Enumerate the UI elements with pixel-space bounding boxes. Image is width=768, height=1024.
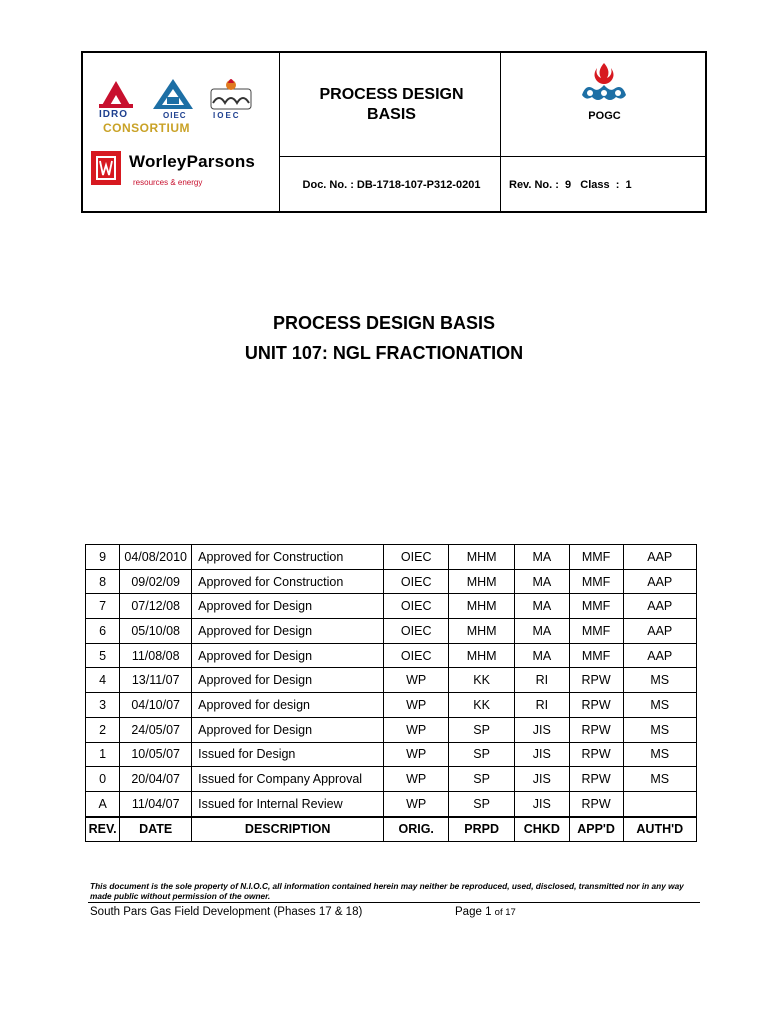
revision-column-header: PRPD [449,817,515,842]
revision-cell: RPW [569,791,623,816]
revision-cell: 9 [86,545,120,570]
revision-row [86,791,697,816]
revision-cell: WP [384,668,449,693]
revision-cell: MA [515,643,570,668]
revision-cell: WP [384,742,449,767]
revision-cell: RPW [569,668,623,693]
header-title [281,53,502,156]
revision-cell: Issued for Internal Review [192,791,384,816]
revision-cell: 09/02/09 [120,569,192,594]
revision-column-header: AUTH'D [623,817,696,842]
revision-cell: MHM [449,569,515,594]
revision-cell: AAP [623,545,696,570]
revision-cell: 2 [86,717,120,742]
footer-page-number [455,906,516,918]
revision-header-row [86,817,697,842]
revision-cell: KK [449,693,515,718]
revision-cell: 8 [86,569,120,594]
page-current: 1 [485,906,492,918]
revision-cell: MS [623,717,696,742]
revision-cell: RI [515,693,570,718]
revision-cell: AAP [623,643,696,668]
revision-cell: MS [623,767,696,792]
revision-cell: RI [515,668,570,693]
revision-cell: RPW [569,742,623,767]
disclaimer-text: This document is the sole property of N.I.O.C, all information contained herein may neither be reproduced, used, disclosed, transmitted nor in any way made public without permission of the owner. [90,881,684,901]
revision-cell: AAP [623,594,696,619]
revision-cell: Approved for Design [192,717,384,742]
revision-cell: 04/10/07 [120,693,192,718]
revision-cell: 6 [86,619,120,644]
footer-project: South Pars Gas Field Development (Phases 17 & 18) [90,906,363,918]
revision-cell: WP [384,717,449,742]
revision-cell: SP [449,717,515,742]
revision-cell: 11/08/08 [120,643,192,668]
document-subtitle: UNIT 107: NGL FRACTIONATION [244,343,524,363]
revision-cell: MHM [449,545,515,570]
revision-column-header: REV. [86,817,120,842]
revision-cell: Approved for Construction [192,569,384,594]
header-title-line1: PROCESS DESIGN [319,85,464,103]
revision-cell: SP [449,742,515,767]
revision-cell: MMF [569,643,623,668]
revision-cell: MA [515,569,570,594]
revision-cell: KK [449,668,515,693]
revision-cell: MA [515,594,570,619]
revision-cell: OIEC [384,643,449,668]
revision-cell: WP [384,767,449,792]
revision-cell: Approved for Construction [192,545,384,570]
revision-cell: 1 [86,742,120,767]
document-number: Doc. No. : DB-1718-107-P312-0201 [302,179,481,191]
revision-row [86,717,697,742]
revision-cell: MMF [569,594,623,619]
revision-row [86,619,697,644]
revision-cell: RPW [569,717,623,742]
revision-cell: JIS [515,742,570,767]
revision-row [86,742,697,767]
worleyparsons-tagline: resources & energy [133,178,203,187]
revision-cell: MA [515,545,570,570]
pogc-label: POGC [588,110,621,122]
revision-column-header: ORIG. [384,817,449,842]
revision-cell: MHM [449,643,515,668]
revision-cell: JIS [515,717,570,742]
revision-cell: OIEC [384,619,449,644]
revision-cell: 10/05/07 [120,742,192,767]
revision-cell: MS [623,742,696,767]
revision-cell: Issued for Design [192,742,384,767]
revision-cell: 05/10/08 [120,619,192,644]
revision-cell: MHM [449,619,515,644]
revision-column-header: DATE [120,817,192,842]
revision-cell: SP [449,767,515,792]
revision-cell: OIEC [384,569,449,594]
revision-cell: Approved for design [192,693,384,718]
revision-cell: 07/12/08 [120,594,192,619]
pogc-flame-icon [574,59,634,109]
revision-cell: Approved for Design [192,668,384,693]
revision-cell: MS [623,693,696,718]
revision-cell: 24/05/07 [120,717,192,742]
revision-cell: 4 [86,668,120,693]
worleyparsons-name: WorleyParsons [129,152,256,171]
idro-logo-text: IDRO [99,109,128,120]
worleyparsons-emblem-icon [91,151,121,185]
revision-cell: SP [449,791,515,816]
document-header [81,51,707,213]
pogc-logo [502,53,707,156]
ioec-logo-text: IOEC [213,111,241,120]
revision-cell: A [86,791,120,816]
revision-row [86,767,697,792]
oiec-logo-text: OIEC [163,111,187,120]
revision-cell: AAP [623,569,696,594]
revision-cell: 0 [86,767,120,792]
revision-row [86,569,697,594]
revision-cell: MHM [449,594,515,619]
revision-cell: MMF [569,619,623,644]
page-total: of 17 [494,907,516,918]
revision-row [86,594,697,619]
document-title: PROCESS DESIGN BASIS [272,313,496,333]
footer-divider [88,902,700,903]
revision-cell: WP [384,693,449,718]
revision-cell: 11/04/07 [120,791,192,816]
revision-cell: 04/08/2010 [120,545,192,570]
page-label: Page [455,906,482,918]
revision-cell [623,791,696,816]
revision-cell: AAP [623,619,696,644]
revision-cell: 5 [86,643,120,668]
revision-cell: Approved for Design [192,594,384,619]
revision-cell: 13/11/07 [120,668,192,693]
revision-class: Rev. No. : 9 Class : 1 [509,179,632,191]
revision-table [85,544,697,842]
revision-row [86,545,697,570]
consortium-label: CONSORTIUM [103,121,190,135]
header-title-line2: BASIS [367,105,416,123]
revision-cell: RPW [569,767,623,792]
revision-cell: MA [515,619,570,644]
consortium-logo [91,71,261,141]
revision-cell: Approved for Design [192,643,384,668]
revision-cell: 20/04/07 [120,767,192,792]
revision-cell: 7 [86,594,120,619]
revision-column-header: DESCRIPTION [192,817,384,842]
revision-cell: JIS [515,767,570,792]
revision-cell: JIS [515,791,570,816]
revision-row [86,668,697,693]
revision-cell: MS [623,668,696,693]
revision-column-header: APP'D [569,817,623,842]
revision-column-header: CHKD [515,817,570,842]
revision-cell: MMF [569,545,623,570]
revision-cell: Approved for Design [192,619,384,644]
revision-cell: MMF [569,569,623,594]
revision-row [86,693,697,718]
revision-cell: RPW [569,693,623,718]
revision-cell: Issued for Company Approval [192,767,384,792]
worleyparsons-logo [91,149,281,195]
revision-cell: 3 [86,693,120,718]
revision-cell: OIEC [384,594,449,619]
revision-cell: OIEC [384,545,449,570]
revision-cell: WP [384,791,449,816]
revision-row [86,643,697,668]
